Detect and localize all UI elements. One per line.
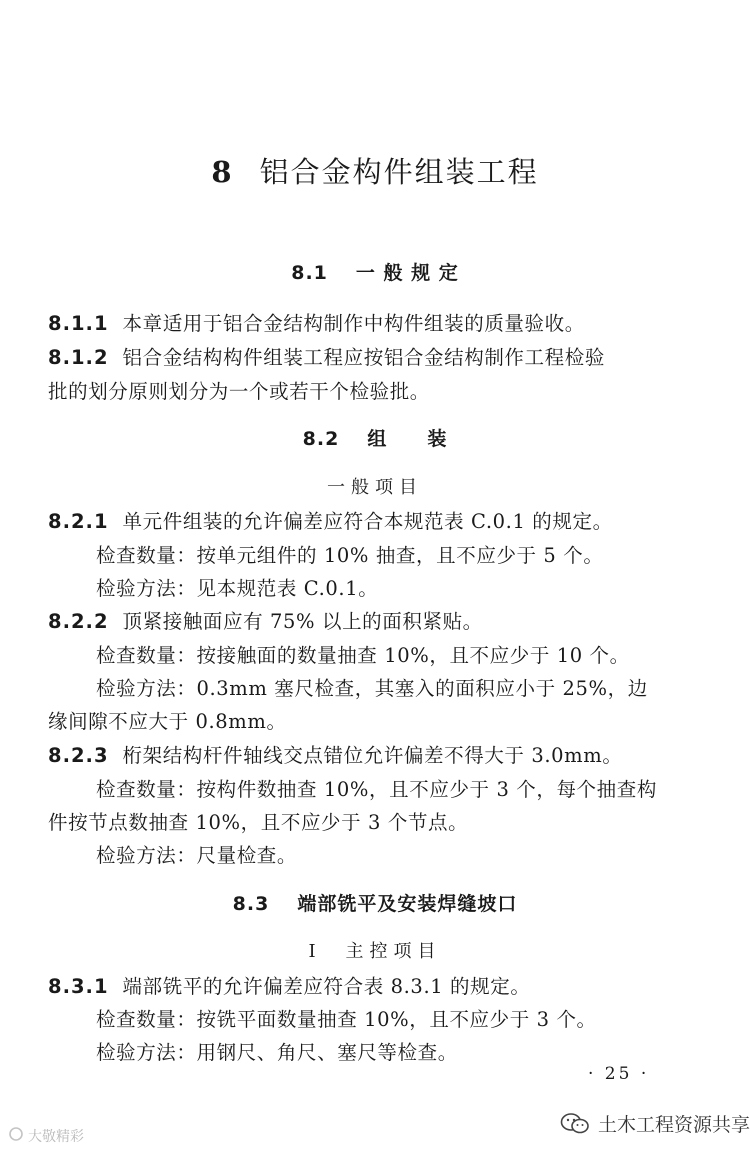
section-heading-8-1: 8.1 一 般 规 定 [291,262,459,284]
clause-8-3-1 [48,971,530,999]
clause-8-2-2 [48,606,483,634]
watermark-left [8,1126,84,1146]
page-number: · 25 · [588,1064,650,1084]
clause-text: 铝合金结构构件组装工程应按铝合金结构制作工程检验 [122,346,605,369]
clause-text: 端部铣平的允许偏差应符合表 8.3.1 的规定。 [122,975,531,998]
clause-number: 8.2.3 [48,744,109,767]
clause-8-2-1 [48,506,613,534]
clause-continuation: 件按节点数抽查 10%，且不应少于 3 个节点。 [48,811,469,834]
clause-continuation: 缘间隙不应大于 0.8mm。 [48,710,287,733]
clause-text: 单元件组装的允许偏差应符合本规范表 C.0.1 的规定。 [122,510,613,533]
inspection-quantity: 检查数量：按单元组件的 10% 抽查，且不应少于 5 个。 [96,544,604,567]
clause-8-1-2 [48,342,605,370]
clause-number: 8.3.1 [48,975,109,998]
inspection-quantity: 检查数量：按铣平面数量抽查 10%，且不应少于 3 个。 [96,1008,597,1031]
watermark-right [560,1110,750,1137]
inspection-quantity: 检查数量：按构件数抽查 10%，且不应少于 3 个，每个抽查构 [96,778,657,801]
inspection-method: 检验方法：见本规范表 C.0.1。 [96,577,379,600]
inspection-method: 检验方法：用钢尺、角尺、塞尺等检查。 [96,1041,458,1064]
clause-text: 顶紧接触面应有 75% 以上的面积紧贴。 [122,610,483,633]
section-heading-8-2: 8.2 组 装 [302,428,448,450]
subsection-label: 一般项目 [327,477,423,498]
inspection-quantity: 检查数量：按接触面的数量抽查 10%，且不应少于 10 个。 [96,644,630,667]
chapter-title [0,150,750,191]
inspection-method: 检验方法：尺量检查。 [96,844,298,867]
clause-text: 桁架结构杆件轴线交点错位允许偏差不得大于 3.0mm。 [122,744,623,767]
watermark-left-text: 大敬精彩 [28,1129,84,1145]
clause-number: 8.2.2 [48,610,109,633]
inspection-method: 检验方法：0.3mm 塞尺检查，其塞入的面积应小于 25%，边 [96,677,648,700]
clause-8-1-1 [48,308,585,336]
wechat-icon [560,1112,590,1136]
chapter-name: 铝合金构件组装工程 [259,155,539,189]
circle-icon [8,1126,24,1146]
clause-number: 8.2.1 [48,510,109,533]
watermark-right-text: 土木工程资源共享 [598,1114,750,1136]
subsection-label: Ⅰ 主控项目 [308,941,442,962]
section-heading-8-3: 8.3 端部铣平及安装焊缝坡口 [232,893,518,915]
chapter-number: 8 [211,155,234,189]
clause-text: 本章适用于铝合金结构制作中构件组装的质量验收。 [122,312,585,335]
clause-continuation: 批的划分原则划分为一个或若干个检验批。 [48,380,430,403]
clause-number: 8.1.1 [48,312,109,335]
clause-number: 8.1.2 [48,346,109,369]
clause-8-2-3 [48,740,622,768]
